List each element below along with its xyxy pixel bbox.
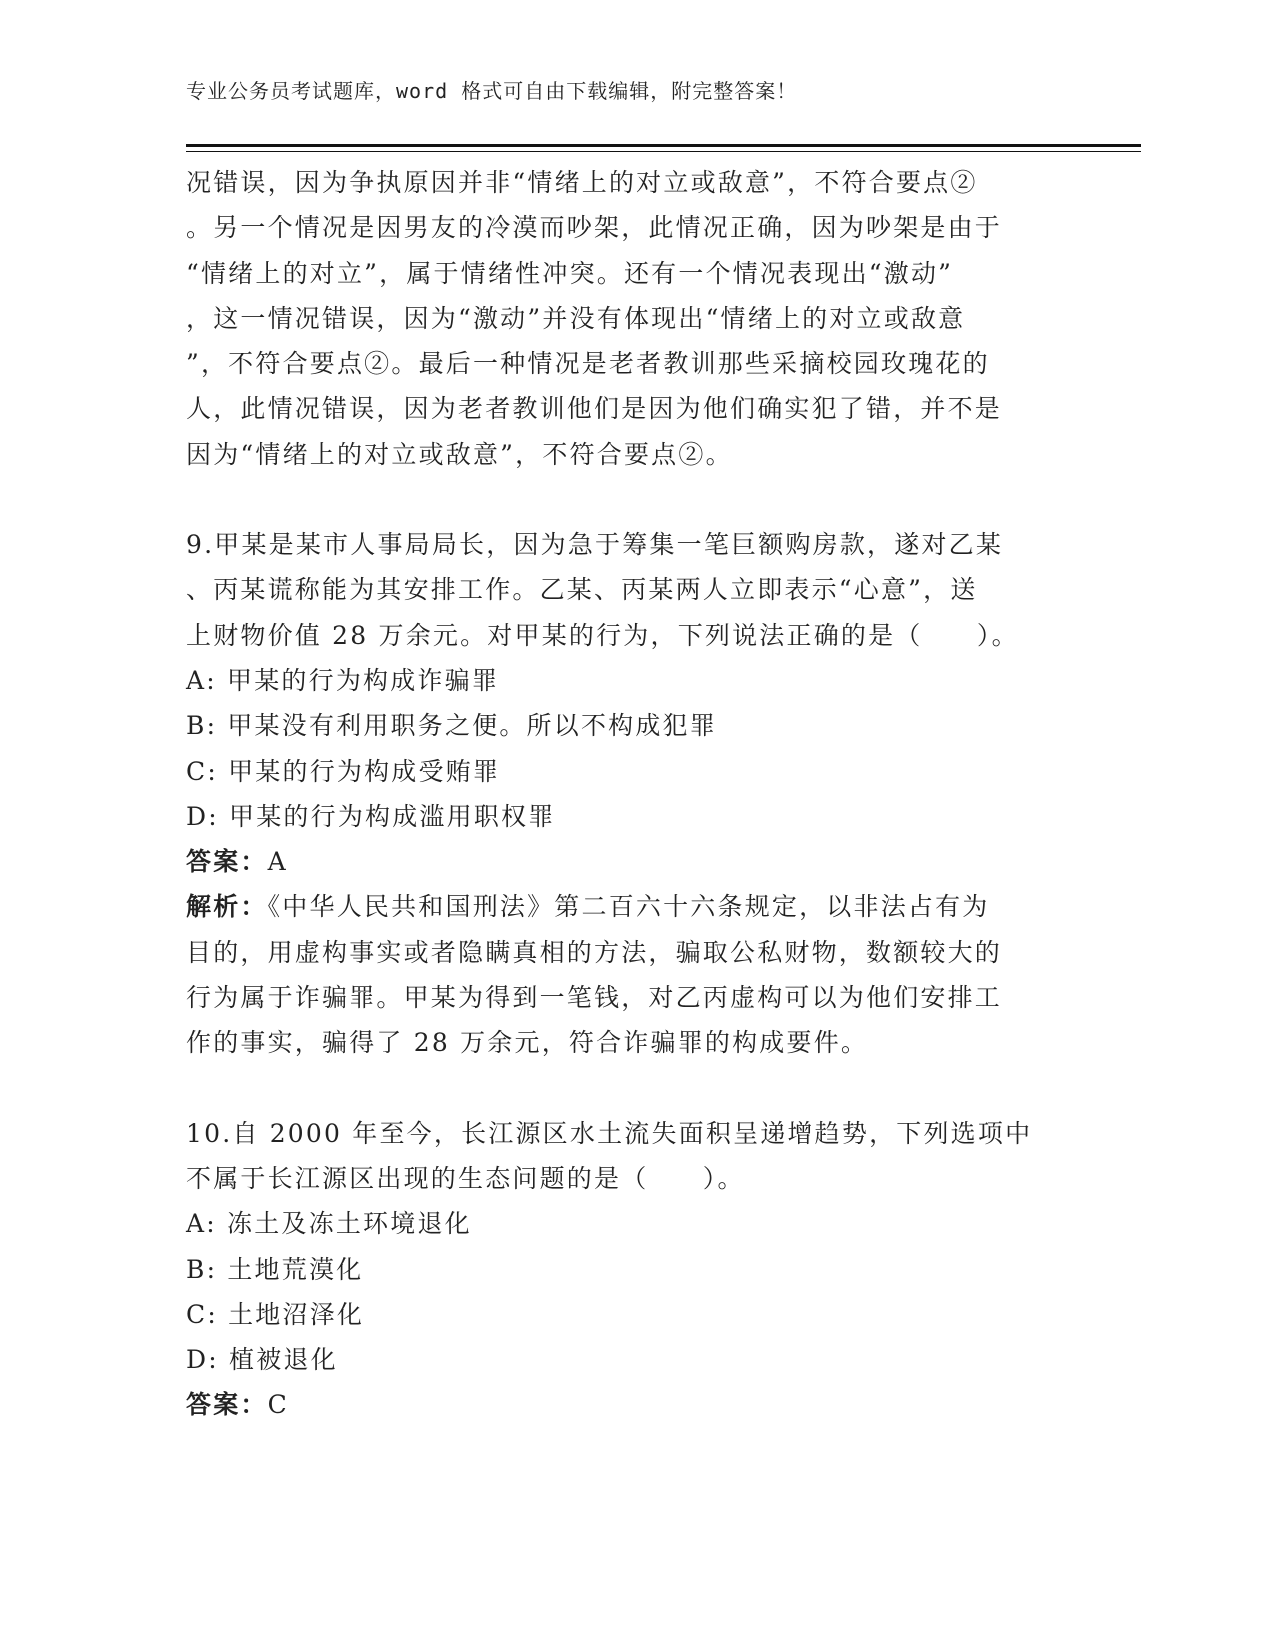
document-body <box>186 160 1056 1428</box>
header-rule-thin <box>186 151 1141 152</box>
question-10-option-d: D: 植被退化 <box>186 1345 338 1375</box>
question-9 <box>186 522 1056 1066</box>
analysis-label: 解析： <box>186 892 268 922</box>
question-9-option-d: D: 甲某的行为构成滥用职权罪 <box>186 801 556 831</box>
question-9-answer <box>186 839 1056 884</box>
question-10-option-a: A: 冻土及冻土环境退化 <box>186 1209 472 1239</box>
question-10 <box>186 1111 1056 1428</box>
answer-label: 答案： <box>186 1390 268 1420</box>
answer-value: C <box>267 1390 289 1420</box>
question-9-option-a: A: 甲某的行为构成诈骗罪 <box>186 665 500 695</box>
question-9-stem: 9.甲某是某市人事局局长，因为急于筹集一笔巨额购房款，遂对乙某 、丙某谎称能为其安排工作。乙某、丙某两人立即表示“心意”，送 上财物价值 28 万余元。对甲某的行为，下列说法正确的是（ ）。 <box>186 530 1019 650</box>
answer-label: 答案： <box>186 847 268 877</box>
section-gap <box>186 477 1056 522</box>
question-9-analysis <box>186 884 1056 1065</box>
page-header: 专业公务员考试题库，word 格式可自由下载编辑，附完整答案！ <box>186 79 798 103</box>
answer-value: A <box>267 847 288 877</box>
previous-analysis-continuation: 况错误，因为争执原因并非“情绪上的对立或敌意”，不符合要点② 。另一个情况是因男友的冷漠而吵架，此情况正确，因为吵架是由于 “情绪上的对立”，属于情绪性冲突。还有一个情况表现出“激动” ，这一情况错误，因为“激动”并没有体现出“情绪上的对立或敌意 ”，不符合要点②。最后一种情况是老者教训那些采摘校园玫瑰花的 人，此情况错误，因为老者教训他们是因为他们确实犯了错，并不是 因为“情绪上的对立或敌意”，不符合要点②。 <box>186 168 1003 469</box>
section-gap <box>186 1066 1056 1111</box>
question-10-option-c: C: 土地沼泽化 <box>186 1299 365 1329</box>
question-10-stem: 10.自 2000 年至今，长江源区水土流失面积呈递增趋势，下列选项中 不属于长江源区出现的生态问题的是（ ）。 <box>186 1118 1033 1193</box>
question-10-answer <box>186 1382 1056 1427</box>
question-10-option-b: B: 土地荒漠化 <box>186 1254 364 1284</box>
header-rule-thick <box>186 144 1141 147</box>
question-9-option-c: C: 甲某的行为构成受贿罪 <box>186 756 501 786</box>
analysis-text: 《中华人民共和国刑法》第二百六十六条规定，以非法占有为 目的，用虚构事实或者隐瞒真相的方法，骗取公私财物，数额较大的 行为属于诈骗罪。甲某为得到一笔钱，对乙丙虚构可以为他们安排工 作的事实，骗得了 28 万余元，符合诈骗罪的构成要件。 <box>186 892 1003 1058</box>
question-9-option-b: B: 甲某没有利用职务之便。所以不构成犯罪 <box>186 711 717 741</box>
